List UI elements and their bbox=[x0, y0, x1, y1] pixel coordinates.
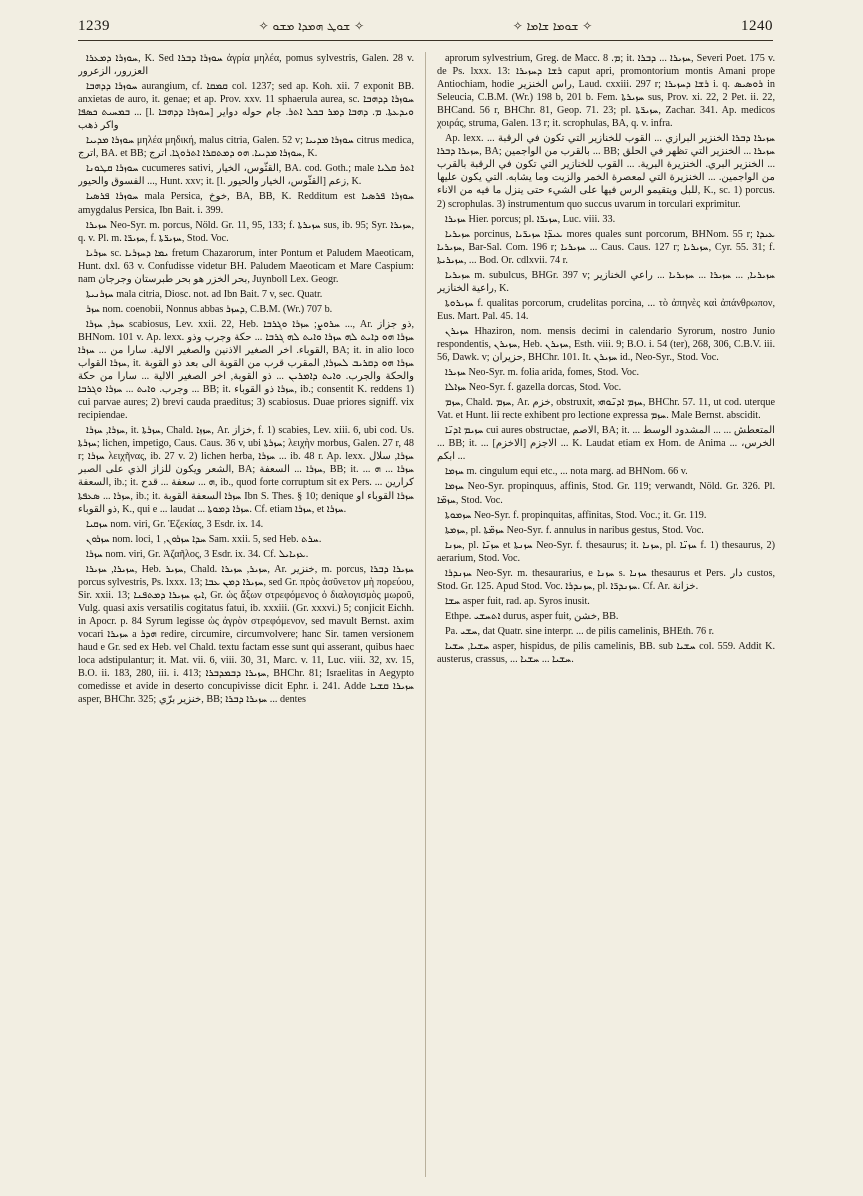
dictionary-entry: ܚܙܝܪܐ Neo-Syr. m. folia arida, fomes, Stod. Voc. bbox=[445, 367, 640, 379]
dictionary-entry: ܚܙܡܘܬܐ Neo-Syr. f. propinquitas, affinitas, Stod. Voc.; it. Gr. 119. bbox=[445, 509, 707, 521]
dictionary-entry: Ap. lexx. ܚܙܝܪܐ ܕܒܪܐ الخنزير البرازي ... القوب للخنازير التي تكون في الرقبة ... ܚܙܝܪܐ ܕܒܪܐ, BA; بالقرب من الواجمين ... BB; ܚܙܝܪܐ ... الخنزير التي تظهر في الحلق ... الخنزير البري. الخنزيرة البرية. ... القوب للخنازير التي تكون في الرقبة بالقرب من الواجمين. ... الخنزيرة التي لمعصرة الخمر والزيت وما يشابه. التي يكون عليها للبل ويتقيمو الرس فيها على الشيء حتى ينزل ما فيه من الاناء, K., sc. 1) porcus. 2) scrophulas. 3) instrumentum quo succus uvarum in torculari exprimitur. bbox=[437, 133, 775, 210]
dictionary-entry: ܚܙܪܢܝܬܐ mala citria, Diosc. not. ad Ibn Bait. 7 v, sec. Quatr. bbox=[86, 288, 323, 300]
dictionary-entry: ܚܙܩܝܐ nom. viri, Gr. Ἐζεκίας, 3 Esdr. ix. 14. bbox=[86, 518, 264, 530]
dictionary-entry: ܚܙܡ, Chald. ܚܙܡ, Ar. خزم, obstruxit, ܚܙܡ ܐܕܢ̈ܘܗܝ, BHChr. 57. 11, ut cod. uterque Vat. et Hunt. lii recte exhibent pro lectione expressa ܚܙܡ. Male Bernst. abscidit. bbox=[437, 397, 775, 422]
dictionary-entry: Pa. ܚܫܝ, dat Quatr. sine interpr. ... de pilis camelinis, BHEth. 76 r. bbox=[445, 625, 715, 637]
dictionary-entry: aprorum sylvestrium, Greg. de Macc. ܡ. 8; it. ܚܙܝܪܐ ... ܕܒܪܐ, Severi Poet. 175 v. de Ps. lxxx. 13: ܪܫܐ ܕܚܙܝܪܐ caput apri, promontorium montis Amani prope Antiochiam, hodie راس الخنزير, Laud. cxxiii. 297 r; ܪܫܐ ܕܚܙܝܪܐ i. q. ܪܘܣܝܣ in Seleucia, C.B.M. (Wr.) 198 b, 201 b. Fem. ܚܙܝܪܬܐ sus, Prov. xi. 22, 2 Pet. ii. 22, BHCand. 56 r, BHChr. 81, Geop. 71. 23; pl. ܚܙܝܪ̈ܬܐ, Zachar. 341. Ap. medicos χοιράς, struma, Galen. 13 r; it. scrophulas, BA, q. v. infra. bbox=[437, 53, 775, 130]
dictionary-entry: Ethpe. ܐܬܚܫܝ durus, asper fuit, خشن, BB. bbox=[445, 610, 619, 622]
dictionary-entry: ܚܙܝܪܘܬܐ f. qualitas porcorum, crudelitas porcina, ... τὸ ἀπηνὲς καὶ ἀπάνθρωπον, Eus. Mart. Pal. 45. 14. bbox=[437, 297, 775, 322]
dictionary-entry: ܚܙܪܐ nom. viri, Gr. Ἀζαῆλος, 3 Esdr. ix. 34. Cf. ܥܙܝܐܝܠ. bbox=[86, 548, 309, 560]
dictionary-entry: ܚܘܙܪܐ ܦܪܣܝܐ mala Persica, خوخ, BA, BB, K. Redditum est ܚܘܙܪܐ ܦܪܣܝܐ amygdalus Persica, Ibn Bait. i. 399. bbox=[78, 191, 414, 216]
dictionary-entry: ܚܙܡܬܐ, pl. ܚܙܡ̈ܬܐ Neo-Syr. f. annulus in naribus gestus, Stod. Voc. bbox=[445, 524, 704, 536]
dictionary-entry: ܚܘܙܪܐ ܕܡܥܪܐ, K. Sed ܚܘܙܪܐ ܕܒܪܐ ἀγρία μηλέα, pomus sylvestris, Galen. 28 v. العزرور، الزعرور bbox=[78, 53, 414, 78]
right-running-head: ✧ ܫܘܡܐ ܫܐܡܐ ✧ bbox=[512, 18, 593, 33]
dictionary-entry: ܚܙܝܪܐ, ܚܙܝܪܐ, Heb. ܚܙܝܪ, Chald. ܚܙܝܪ, ܚܙܝܪܐ, Ar. خنزير, m. porcus, ܚܙܝܪܐ ܕܒܪܐ porcus sylvestris, Ps. lxxx. 13; ܚܙܝܪܐ ܕܡܢ ܥܒܐ, sed Gr. πρὸς ἀσῦνετον μὴ πορεύου, Sir. xxii. 13; ܐܝܟ ܚܙܝܪܐ ܕܡܬܦܢܐ, Gr. ὡς ἄξων στρεφόμενος ὁ διαλογισμὸς μωροῦ, Vulg. quasi axis versatilis cogitatus fatui, ib. xxxiii. (Gr. xxxvi.) 5; conjicit Eichh. in Apocr. p. 84 Syrum legisse ὡς ἀγρὸν στρεφόμενον, sed mavult Bernst. axim vocari ܚܙܝܪܐ a ܗܕܪ redire, circumire, circumvolvere; hanc Sir. tamen versionem haud e Gr. sed ex Heb. vel Chald. textu factam esse sunt qui asserant, quibus haec loca adstipulantur; it. Mat. vii. 6, viii. 30, 31, Marc. v. 11, Luc. viii. 32, xv. 15, B.O. ii. 183, 280, iii. i. 413; ܚܙܝܪܐ ܕܒܡܕܒܪܐ, BHChr. 81; Israelitas in Aegypto comedisse et avide in deserto concupivisse dicit Ephr. i. 241. Adde ܚܙܝܪܐ ܩܫܝܐ asper, BHChr. 325; خنزير برّي, BB; ܚܙܝܪܐ ܕܒܪܐ ... dentes bbox=[78, 563, 414, 706]
dictionary-entry: ܚܙܝܪܝܐ porcinus, ܥܝܕ̈ܐ ܚܙܝܪ̈ܝܐ mores quales sunt porcorum, BHNom. 55 r; ܥܝܕܐ ܚܙܝܪܝܐ, Bar-Sal. Com. 196 r; ܚܙܝܪܝܐ ... Caus. Caus. 127 r; ܚܙܝܪܝܐ, Cyr. 55. 31; f. ܚܙܝܪܝܬܐ, ... Bod. Or. cdlxvii. 74 r. bbox=[437, 228, 775, 266]
dictionary-entry: ܚܙܡܐ Neo-Syr. propinquus, affinis, Stod. Gr. 119; verwandt, Nöld. Gr. 326. Pl. ܚܙܡ̈ܐ, Stod. Voc. bbox=[437, 481, 775, 506]
dictionary-entry: ܚܙܝܪܝܐ m. subulcus, BHGr. 397 v; ܚܙܝܪܝܐ, ... ܚܙܝܪܐ ... ܚܙܝܪܝܐ ... راعي الخنازير راعية الخنازير, K. bbox=[437, 269, 775, 294]
right-column bbox=[437, 52, 775, 1182]
dictionary-entry: ܚܙܪܘܢ nom. loci, ܚܕܐ ܚܙܪܘܢ, 1 Sam. xxii. 5, sed Heb. ܚܪܬ. bbox=[86, 533, 322, 545]
column-divider bbox=[425, 52, 426, 1177]
dictionary-entry: ܚܙܝܪܐ Hier. porcus; pl. ܚܙܝܪ̈ܐ, Luc. viii. 33. bbox=[445, 213, 616, 225]
left-column bbox=[78, 52, 414, 1182]
header-rule bbox=[78, 40, 773, 41]
dictionary-entry: ܚܘܙܪܐ ܕܕܗܒܐ aurangium, cf. ܩܡܩܐ col. 1237; sed ap. Koh. xii. 7 exponit BB. anxietas de auro, it. genae; et ap. Prov. xxv. 11 sphaerula aurea, sc. ܚܘܙܪܐ ܕܕܗܒܐ ܒܡܚܝܬ ܟܣܦܐ ... [l. ܚܘܙܪܐ ܕܕܗܒܐ] ܘܝܕܥܬܐ. ܡ. ܕܗܒܐ ܕܡܪ ܒܟܠ ܐܬܪ. جام حوله دوایر واکر ذهب bbox=[78, 81, 414, 132]
left-page-number: 1239 bbox=[78, 17, 110, 34]
dictionary-entry: ܚܙܢܕܪܐ Neo-Syr. m. thesaurarius, e ܚܙܢܐ s. ܚܙܢܐ thesaurus et Pers. دار custos, Stod. Gr. 125. Apud Stod. Voc. ܚܙܢܕܪܐ, pl. ܚܙܢܕܪ̈ܐ. Cf. Ar. خزانة. bbox=[437, 567, 775, 592]
dictionary-entry: ܚܙܪ, ܚܙܪܐ scabiosus, Lev. xxii. 22, Heb. ܚܪܘܨ; ܚܙܪܐ ܘܓܪܒܐ ..., Ar. ذو جزاز, BHNom. 101 v. Ap. lexx. ܚܙܪܐ ܗܘ ܕܐܝܬ ܠܗ ܚܙܪܐ ܘܐܝܬ ܠܗ ܓܪܒܐ ... حكة وجرب وذو القوباء. اخر الصغير الاذنين والصغير الالية. سارا من ... ܚܙܪܐ, BA; it. in alio loco ܚܙܪܐ القواب, it. ܚܙܪܐ ܗܘ ܕܩܪܝܒ ܠܚܙܪܐ, المقرب قرب من القوبة الى بعد ذو القوبة والحكة والجرب. ܘܐܝܬ ܕܐܡܪܝܢ ... ذو القوبة, اخر الصغير الالية ... سارا من حكة وجرب. ܘܐܝܬ ... ܚܙܪܐ ܘܓܪܒܐ ... BB; it. ܚܙܪܐ ذو القوباء, ib.; consentit K. reddens 1) cui parvae aures; 2) brevi cauda praeditus; 3) scabiosus. Duae priores signiff. vix recipiendae. bbox=[78, 318, 414, 422]
right-page-number: 1240 bbox=[740, 17, 773, 34]
dictionary-entry: ܚܙܐܠܐ Neo-Syr. f. gazella dorcas, Stod. Voc. bbox=[445, 382, 622, 394]
dictionary-entry: ܚܙܝܡ ܐܕܢ̈ܐ cui aures obstructae, الاصم, BA; it. ... المتعطش ... ... المشدود الوسط ... BB; it. ... الاجزم [الاخزم] ... K. Laudat etiam ex Hom. de Anima ... الخرس، ابكم ... bbox=[437, 425, 775, 463]
dictionary-entry: ܚܫܝܐ, ܚܫܝܐ asper, hispidus, de pilis camelinis, BB. sub ܚܫܝܐ col. 559. Addit K. austerus, crassus, ... ܚܫܝܐ ... ܚܫܝܐ. bbox=[437, 640, 775, 666]
dictionary-entry: ܚܙܪܐ, ܚܙܪܐ, it. ܚܙܪܬܐ, Chald. ܚܙܙܐ, Ar. خزاز, f. 1) scabies, Lev. xiii. 6, ubi cod. Us. ܚܙܪܬܐ; lichen, impetigo, Caus. Caus. 36 v, ubi ܚܙܪܬܐ; λειχὴν morbus, Galen. 27 r, 48 r; ܚܙܪܐ λειχῆνας, ib. 27 v. 2) lichen herba, ܚܙܪܐ ... ib. 48 r. Ap. lexx. ܚܙܪܐ, سلال الشعر ويكون للزاز الذي على الصبر, BA; ܚܙܪܐ ... السعفة, BB; it. ܚܙܪܐ ... ܗ ... السعفة, ib.; it. ܗ ... سعفة ... قدح, ib., quod forte corruptum sit ex Pers. كرارين ... ܚܙܪܐ ... ܣܥܦܬܐ, ib.; it. ܚܙܪܐ السعفة القوبة Ibn S. Thes. § 10; denique ܚܙܪܐ القوباء او ذو القوباء, K., qui e ... laudat ... ܚܙܪܐ ܕܡܘܬܐ. Cf. etiam ܚܙܪܐ, et ܚܙܪܐ. bbox=[78, 425, 414, 515]
dictionary-entry: ܚܫܐ asper fuit, rad. ap. Syros inusit. bbox=[445, 595, 590, 607]
dictionary-entry: ܚܙܪ nom. coenobii, Nonnus abbas ܕܚܙܪ, C.B.M. (Wr.) 707 b. bbox=[86, 303, 333, 315]
dictionary-entry: ܚܙܢܐ, pl. ܚܙܢ̈ܐ et ܚܙܢܬܐ Neo-Syr. f. thesaurus; it. ܚܙܢܐ, pl. ܚܙܢ̈ܐ f. 1) thesaurus, 2) aerarium, Stod. Voc. bbox=[437, 539, 775, 564]
dictionary-entry: ܚܘܙܪܐ ܡܕܝܝܐ μηλέα μηδική, malus citria, Galen. 52 v; ܚܘܙܪܐ ܡܕܝܝܐ citrus medica, اترج, BA. et BB; ܚܘܙܪܐ ܡܕܝܝܐ. ܗܘ ܕܡܬܩܪܐ ܐܬܪܘܓܐ. اترج, K. bbox=[78, 135, 414, 160]
dictionary-entry: ܚܙܪܝܐ sc. ܝܡܐ ܕܚܙܪܝܐ fretum Chazarorum, inter Pontum et Paludem Maeoticam, Hunt. dxl. 63 v. Confudisse videtur BH. Paludem Maeoticam et Mare Caspium: nam بحر الخزر هو بحر طبرستان وجرجان, Juynboll Lex. Geogr. bbox=[78, 247, 414, 285]
dictionary-entry: ܚܙܡܐ m. cingulum equi etc., ... nota marg. ad BHNom. 66 v. bbox=[445, 466, 688, 478]
left-running-head: ✧ ܫܘܛ ܗܡܕܐ ܡܫܘ ✧ bbox=[258, 18, 365, 33]
dictionary-entry: ܚܘܙܪܐ ܩܛܘܢܐ cucumeres sativi, القثّوس، الخيار, BA. cod. Goth.; male ܐܬܪ ܩܠܝܐ ... الفسوق والحيور, Hunt. xxv; it. [l. القثّوس، الخيار والحيور] زعم, K. bbox=[78, 163, 414, 188]
dictionary-entry: ܚܙܝܪܢ Hhaziron, nom. mensis decimi in calendario Syrorum, nostro Junio respondentis, ܚܙܝܪܢ, Heb. ܚܙܝܪܢ, Esth. viii. 9; B.O. i. 54 (ter), 268, 306, C.B.V. iii. 56, Dawk. v; حزيران, BHChr. 101. It. ܚܙܝܪܢ id., Neo-Syr., Stod. Voc. bbox=[437, 325, 775, 364]
page-header bbox=[78, 14, 773, 38]
dictionary-entry: ܚܙܝܪܐ Neo-Syr. m. porcus, Nöld. Gr. 11, 95, 133; f. ܚܙܝܪܬܐ sus, ib. 95; Syr. ܚܙܝܪܐ, q. v. Pl. m. ܚܙܝܪ̈ܐ, f. ܚܙܝܪ̈ܬܐ, Stod. Voc. bbox=[78, 219, 414, 244]
